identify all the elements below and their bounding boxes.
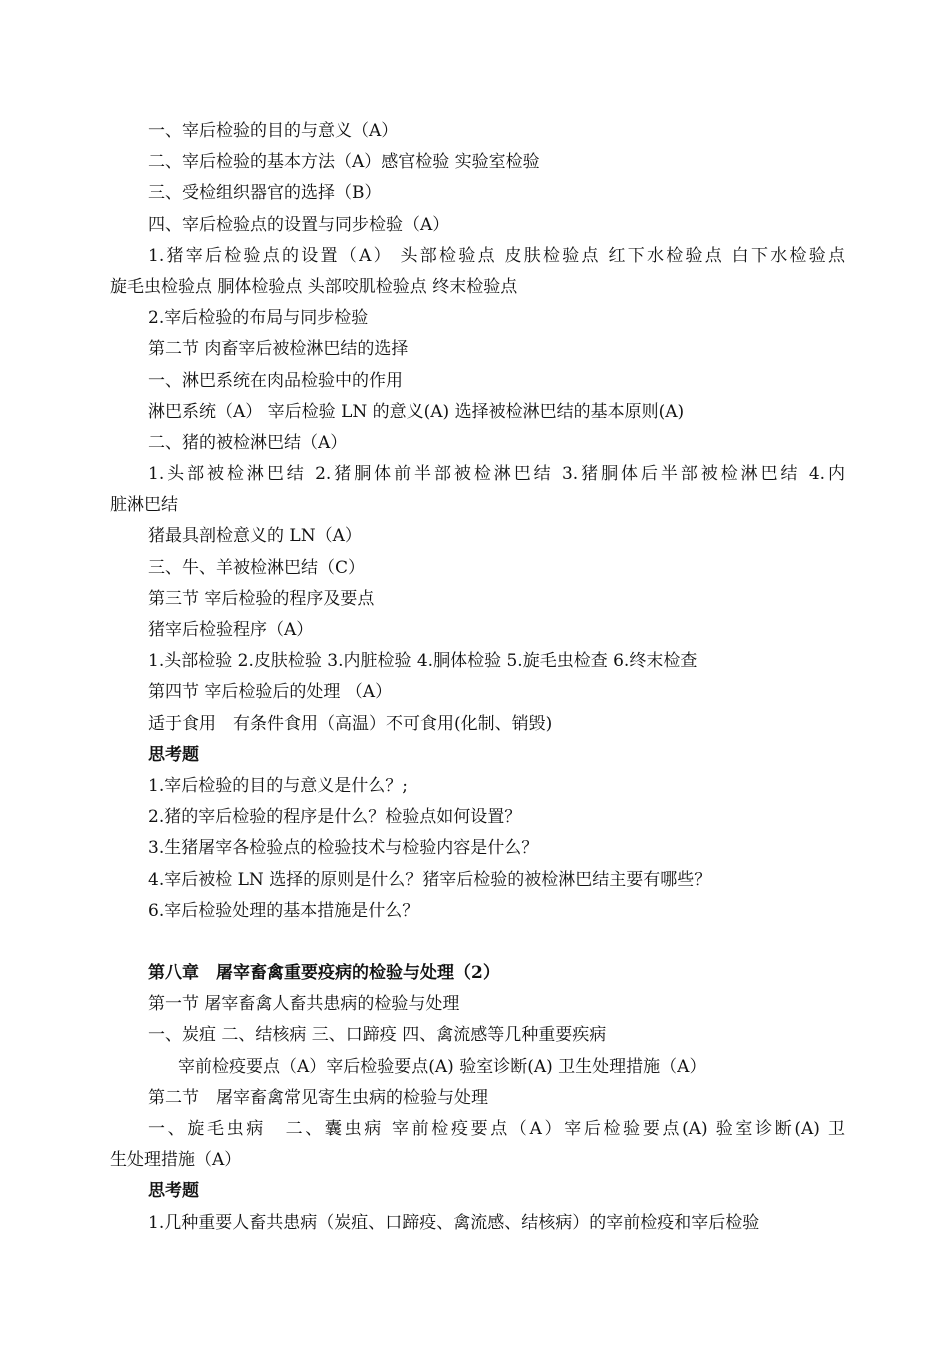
question-item: 3.生猪屠宰各检验点的检验技术与检验内容是什么？ [148, 838, 539, 859]
text-line: 二、猪的被检淋巴结（A） [148, 432, 348, 453]
text-line: 生处理措施（A） [110, 1150, 242, 1171]
text-line: 一、淋巴系统在肉品检验中的作用 [148, 370, 403, 391]
question-item: 2.猪的宰后检验的程序是什么？检验点如何设置？ [148, 807, 522, 828]
question-item: 4.宰后被检 LN 选择的原则是什么？猪宰后检验的被检淋巴结主要有哪些？ [148, 869, 712, 890]
question-item: 6.宰后检验处理的基本措施是什么？ [148, 900, 420, 921]
text-line: 2.宰后检验的布局与同步检验 [148, 308, 369, 329]
text-line: 淋巴系统（A） 宰后检验 LN 的意义(A) 选择被检淋巴结的基本原则(A) [148, 401, 685, 422]
text-line: 猪最具剖检意义的 LN（A） [148, 526, 362, 547]
section-heading: 第一节 屠宰畜禽人畜共患病的检验与处理 [148, 994, 460, 1015]
text-line: 1.头部被检淋巴结 2.猪胴体前半部被检淋巴结 3.猪胴体后半部被检淋巴结 4.内 [148, 464, 845, 485]
text-line: 旋毛虫检验点 胴体检验点 头部咬肌检验点 终末检验点 [110, 276, 518, 297]
text-line: 一、旋毛虫病 二、囊虫病 宰前检疫要点（A）宰后检验要点(A) 验室诊断(A) 卫 [148, 1119, 845, 1139]
section-heading: 第三节 宰后检验的程序及要点 [148, 588, 375, 609]
text-line: 三、牛、羊被检淋巴结（C） [148, 557, 366, 578]
text-line: 1.头部检验 2.皮肤检验 3.内脏检验 4.胴体检验 5.旋毛虫检查 6.终末检查 [148, 651, 698, 672]
text-line: 1.猪宰后检验点的设置（A） 头部检验点 皮肤检验点 红下水检验点 白下水检验点 [148, 245, 845, 266]
text-line: 二、宰后检验的基本方法（A）感官检验 实验室检验 [148, 152, 540, 173]
spacer [110, 927, 845, 958]
document-body [110, 116, 845, 1239]
question-item: 1.几种重要人畜共患病（炭疽、口蹄疫、禽流感、结核病）的宰前检疫和宰后检验 [148, 1212, 760, 1233]
section-heading: 第二节 肉畜宰后被检淋巴结的选择 [148, 339, 409, 360]
text-line: 脏淋巴结 [110, 495, 178, 516]
question-item: 1.宰后检验的目的与意义是什么？; [148, 775, 408, 796]
text-line: 猪宰后检验程序（A） [148, 620, 314, 640]
text-line: 适于食用 有条件食用（高温）不可食用(化制、销毁) [148, 713, 553, 734]
chapter-heading: 第八章 屠宰畜禽重要疫病的检验与处理（2） [148, 963, 500, 984]
section-heading: 第四节 宰后检验后的处理 （A） [148, 682, 393, 703]
text-line: 一、宰后检验的目的与意义（A） [148, 121, 399, 141]
questions-heading: 思考题 [148, 1181, 199, 1202]
text-line: 四、宰后检验点的设置与同步检验（A） [148, 214, 450, 235]
text-line: 宰前检疫要点（A）宰后检验要点(A) 验室诊断(A) 卫生处理措施（A） [178, 1056, 707, 1077]
text-line: 一、炭疽 二、结核病 三、口蹄疫 四、禽流感等几种重要疾病 [148, 1025, 607, 1046]
questions-heading: 思考题 [148, 744, 199, 765]
section-heading: 第二节 屠宰畜禽常见寄生虫病的检验与处理 [148, 1087, 488, 1108]
text-line: 三、受检组织器官的选择（B） [148, 183, 382, 204]
